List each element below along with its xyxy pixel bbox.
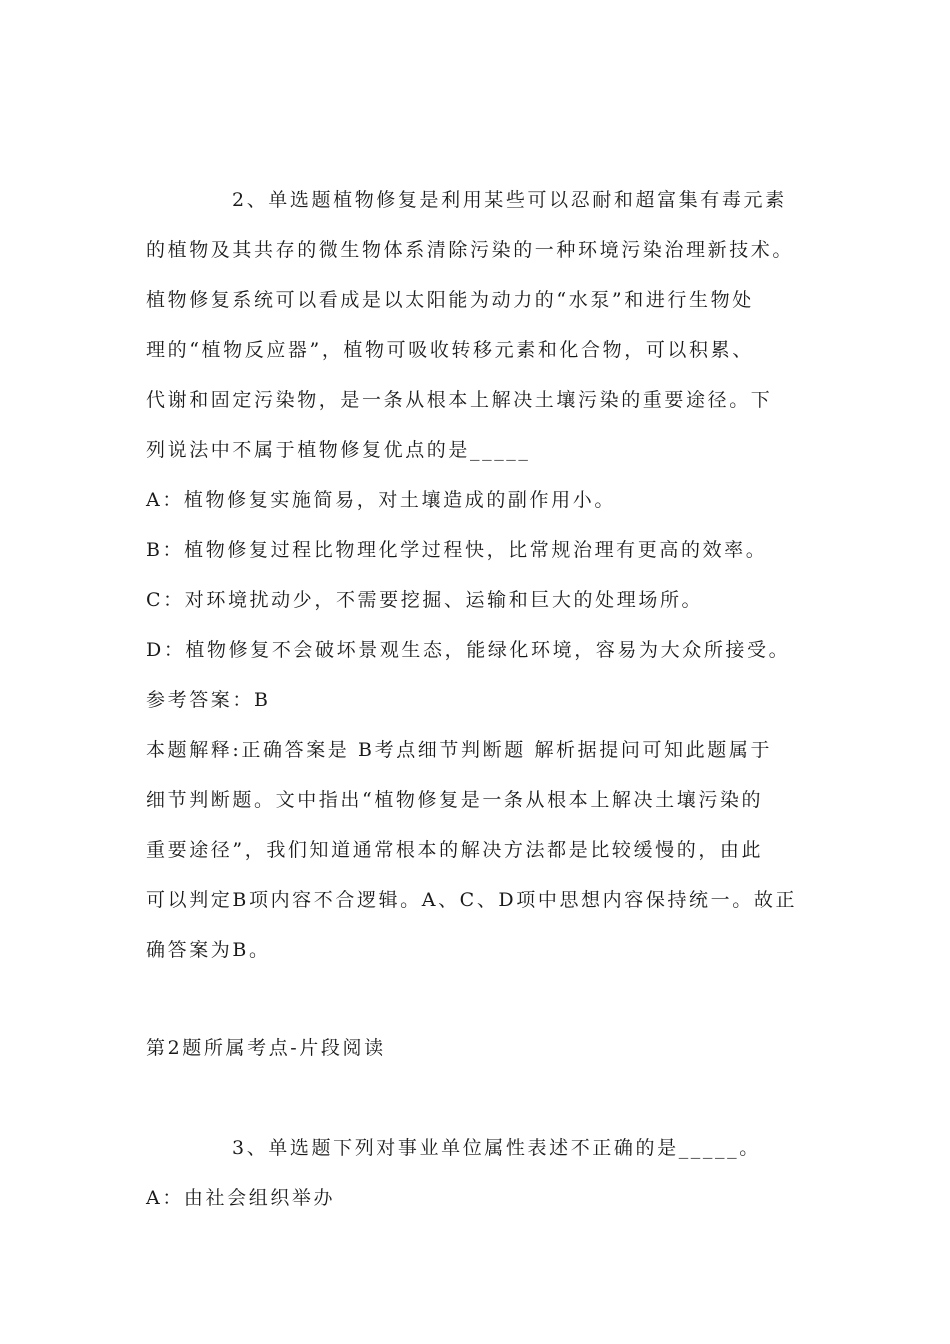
q2-explanation-line-1: 本题解释:正确答案是 B考点细节判断题 解析据提问可知此题属于	[146, 739, 773, 761]
q3-stem: 3、单选题下列对事业单位属性表述不正确的是_____。	[232, 1137, 761, 1159]
q2-stem-line-6: 列说法中不属于植物修复优点的是_____	[146, 439, 531, 461]
q2-topic: 第2题所属考点-片段阅读	[146, 1037, 386, 1059]
q2-explanation-line-4: 可以判定B项内容不合逻辑。A、C、D项中思想内容保持统一。故正	[146, 889, 798, 911]
q2-stem-line-5: 代谢和固定污染物，是一条从根本上解决土壤污染的重要途径。下	[146, 389, 773, 411]
q2-option-a: A：植物修复实施简易，对土壤造成的副作用小。	[146, 489, 616, 511]
q2-explanation-line-2: 细节判断题。文中指出“植物修复是一条从根本上解决土壤污染的	[146, 789, 764, 811]
q2-option-d: D：植物修复不会破坏景观生态，能绿化环境，容易为大众所接受。	[146, 639, 791, 661]
q2-stem-line-1: 2、单选题植物修复是利用某些可以忍耐和超富集有毒元素	[232, 189, 787, 211]
q2-option-c: C：对环境扰动少，不需要挖掘、运输和巨大的处理场所。	[146, 589, 704, 611]
q3-option-a: A：由社会组织举办	[146, 1187, 336, 1209]
q2-answer: 参考答案：B	[146, 689, 271, 711]
q2-stem-line-3: 植物修复系统可以看成是以太阳能为动力的“水泵”和进行生物处	[146, 289, 754, 311]
q2-option-b: B：植物修复过程比物理化学过程快，比常规治理有更高的效率。	[146, 539, 768, 561]
q2-stem-line-2: 的植物及其共存的微生物体系清除污染的一种环境污染治理新技术。	[146, 239, 795, 261]
q2-explanation-line-3: 重要途径”，我们知道通常根本的解决方法都是比较缓慢的，由此	[146, 839, 764, 861]
q2-stem-line-4: 理的“植物反应器”，植物可吸收转移元素和化合物，可以积累、	[146, 339, 754, 361]
q2-explanation-line-5: 确答案为B。	[146, 939, 271, 961]
